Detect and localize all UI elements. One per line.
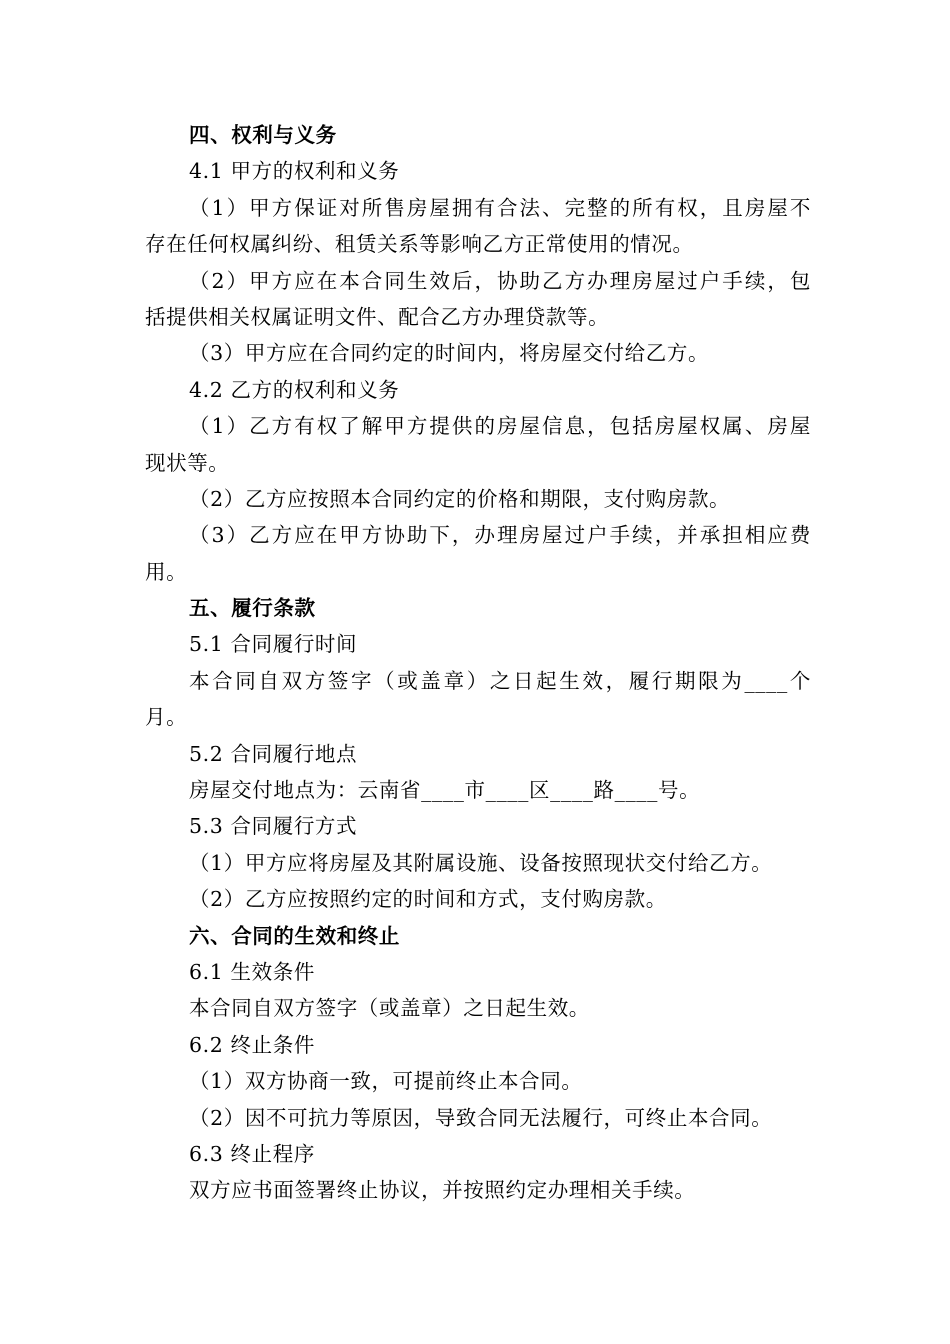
paragraph-4-1-1-line-1: （1）甲方保证对所售房屋拥有合法、完整的所有权，且房屋不 <box>189 195 811 220</box>
clause-heading-4-1: 4.1 甲方的权利和义务 <box>189 159 400 184</box>
paragraph-5-3-2: （2）乙方应按照约定的时间和方式，支付购房款。 <box>189 887 667 912</box>
paragraph-5-1-line-1: 本合同自双方签字（或盖章）之日起生效，履行期限为____个 <box>189 668 811 693</box>
paragraph-4-1-3: （3）甲方应在合同约定的时间内，将房屋交付给乙方。 <box>189 341 710 366</box>
clause-heading-5-3: 5.3 合同履行方式 <box>189 814 358 839</box>
paragraph-5-1-line-2: 月。 <box>145 705 188 730</box>
clause-heading-6-3: 6.3 终止程序 <box>189 1141 315 1166</box>
clause-heading-6-1: 6.1 生效条件 <box>189 959 315 984</box>
section-heading-6: 六、合同的生效和终止 <box>189 923 400 948</box>
paragraph-6-2-2: （2）因不可抗力等原因，导致合同无法履行，可终止本合同。 <box>189 1105 773 1130</box>
paragraph-4-1-2-line-2: 括提供相关权属证明文件、配合乙方办理贷款等。 <box>145 304 610 329</box>
section-heading-4: 四、权利与义务 <box>189 123 337 147</box>
paragraph-5-3-1: （1）甲方应将房屋及其附属设施、设备按照现状交付给乙方。 <box>189 850 773 875</box>
clause-heading-6-2: 6.2 终止条件 <box>189 1032 315 1057</box>
paragraph-4-1-1-line-2: 存在任何权属纠纷、租赁关系等影响乙方正常使用的情况。 <box>145 232 694 257</box>
clause-heading-5-1: 5.1 合同履行时间 <box>189 632 358 657</box>
clause-heading-5-2: 5.2 合同履行地点 <box>189 741 358 766</box>
paragraph-4-2-3-line-1: （3）乙方应在甲方协助下，办理房屋过户手续，并承担相应费 <box>189 523 811 548</box>
paragraph-6-2-1: （1）双方协商一致，可提前终止本合同。 <box>189 1069 583 1094</box>
paragraph-4-2-2: （2）乙方应按照本合同约定的价格和期限，支付购房款。 <box>189 486 731 511</box>
paragraph-6-3: 双方应书面签署终止协议，并按照约定办理相关手续。 <box>189 1178 696 1203</box>
paragraph-4-2-1-line-2: 现状等。 <box>145 450 230 475</box>
document-body <box>145 117 811 1209</box>
paragraph-4-2-3-line-2: 用。 <box>145 559 188 584</box>
paragraph-6-1: 本合同自双方签字（或盖章）之日起生效。 <box>189 996 590 1021</box>
paragraph-4-1-2-line-1: （2）甲方应在本合同生效后，协助乙方办理房屋过户手续，包 <box>189 268 811 293</box>
paragraph-5-2: 房屋交付地点为：云南省____市____区____路____号。 <box>189 778 701 803</box>
paragraph-4-2-1-line-1: （1）乙方有权了解甲方提供的房屋信息，包括房屋权属、房屋 <box>189 414 811 439</box>
section-heading-5: 五、履行条款 <box>189 596 316 621</box>
clause-heading-4-2: 4.2 乙方的权利和义务 <box>189 377 400 402</box>
